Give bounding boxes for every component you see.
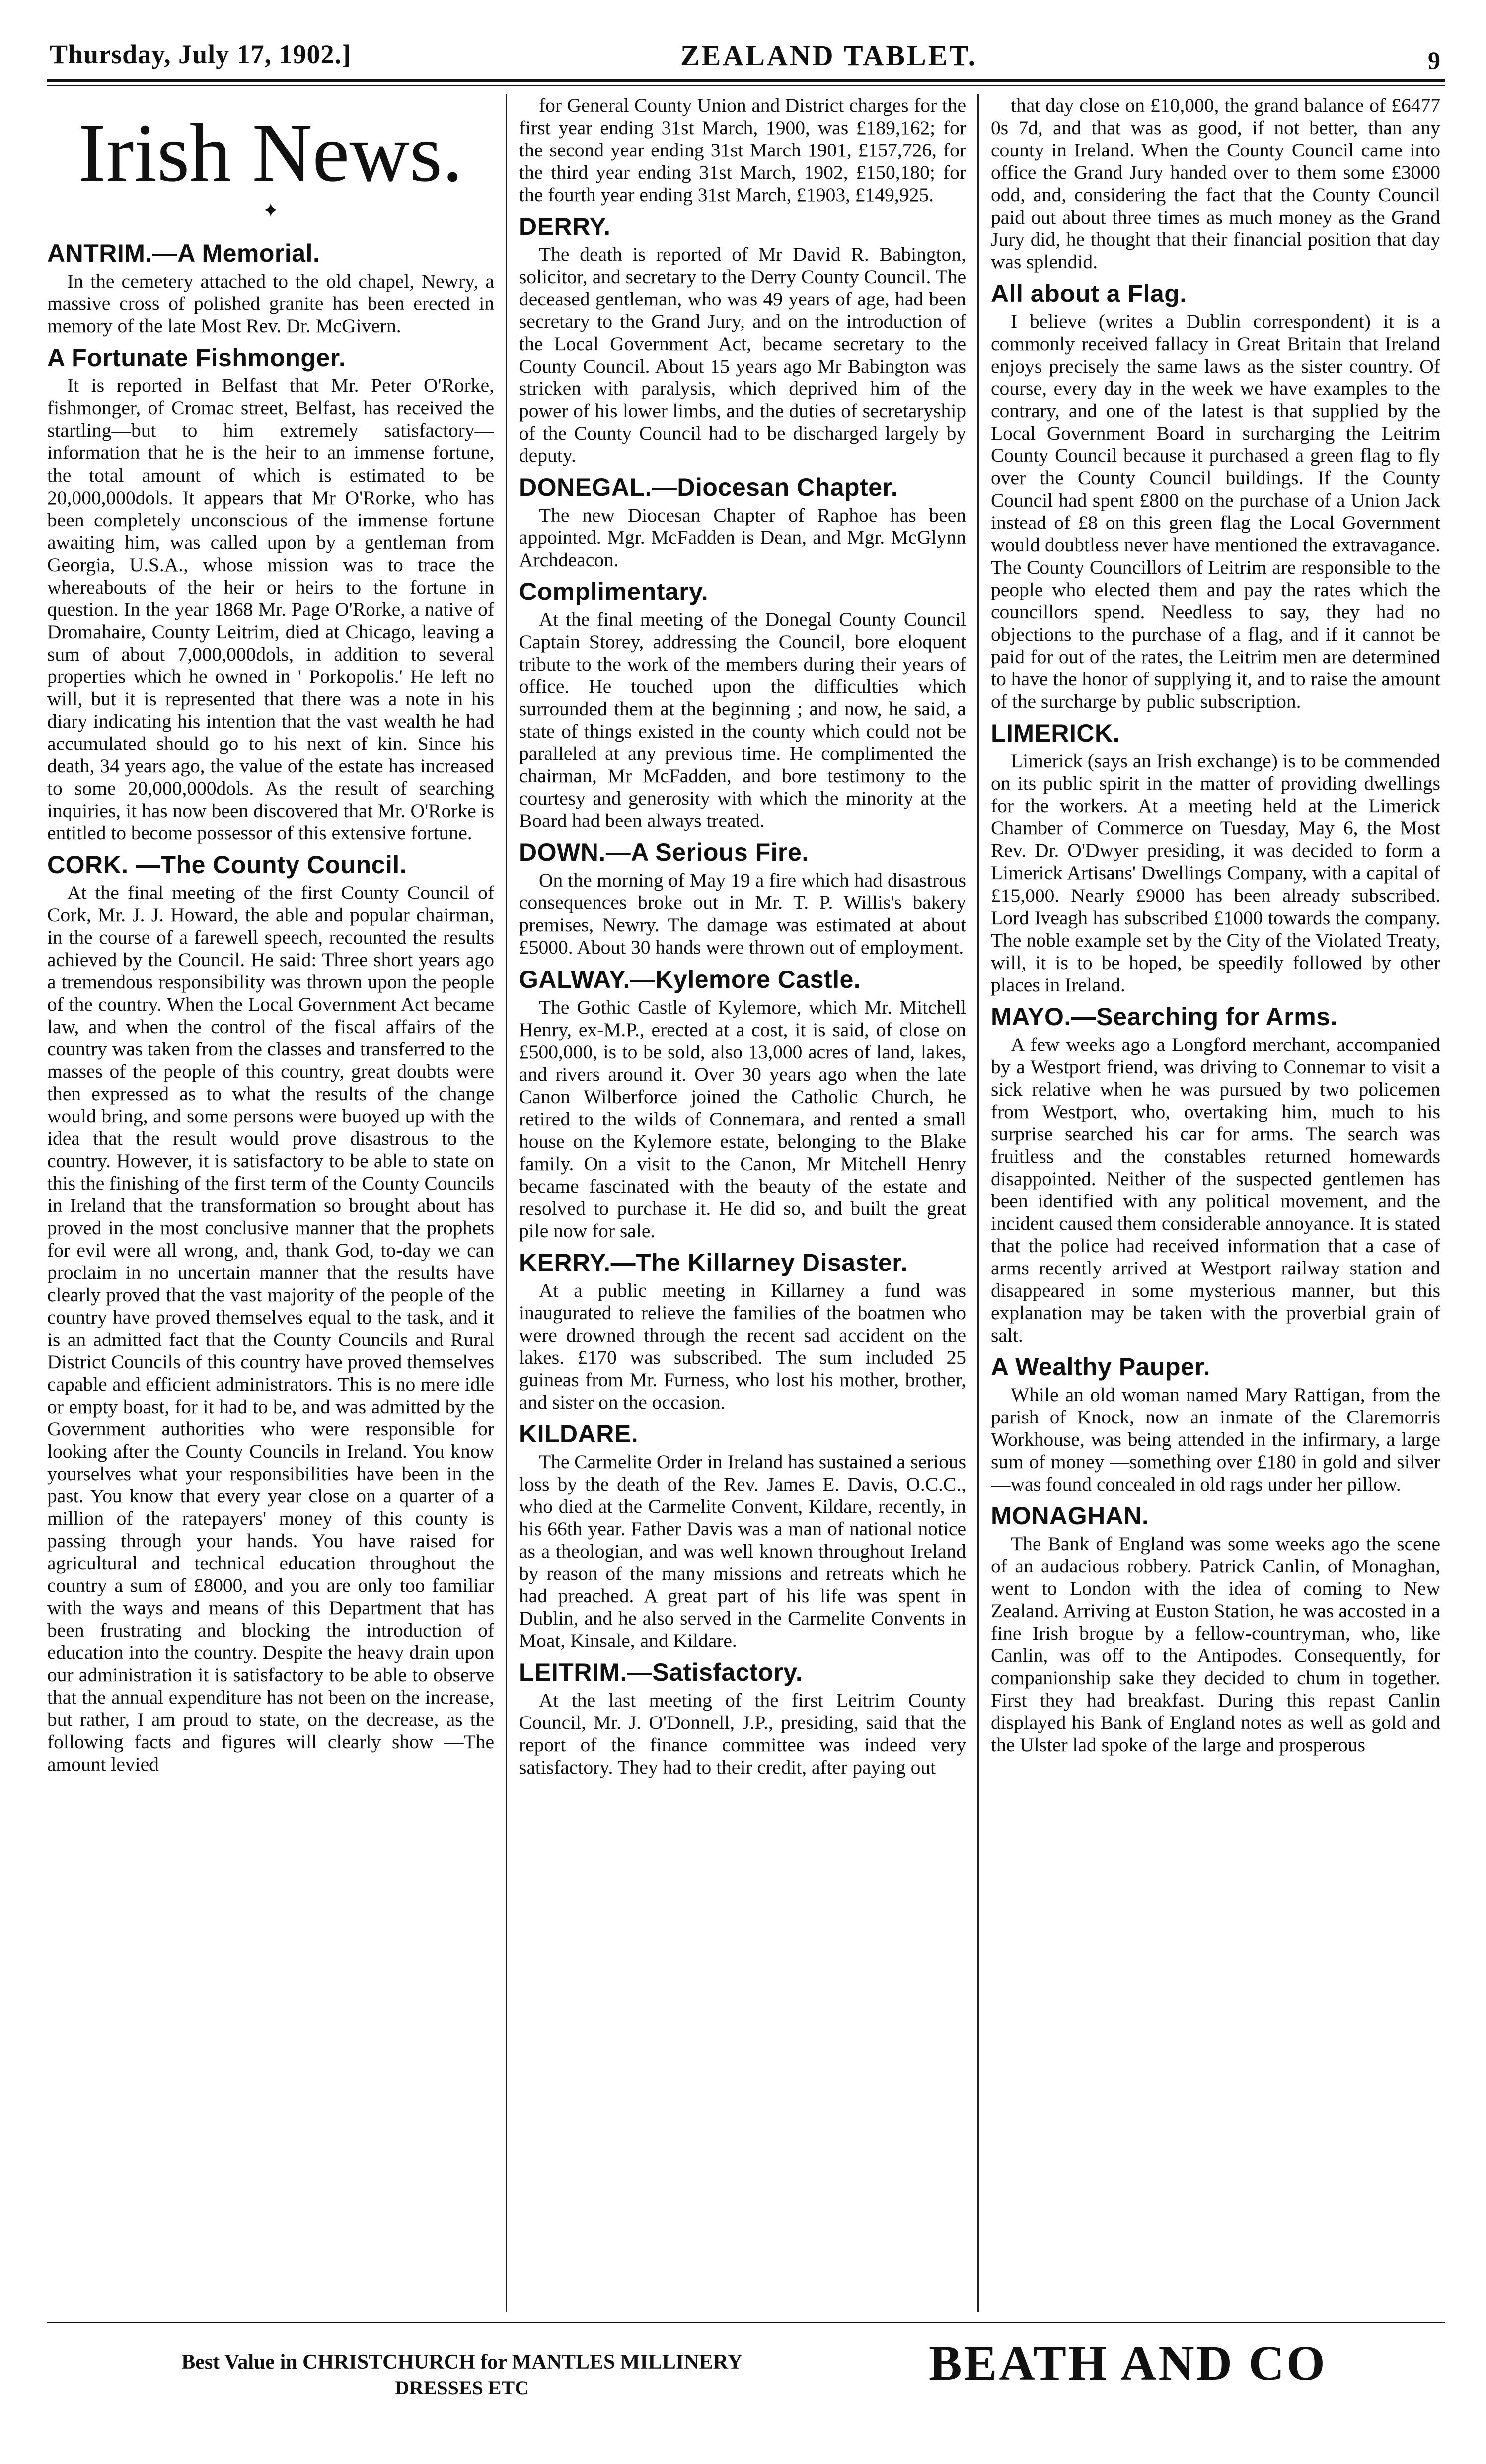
article-heading: DOWN.—A Serious Fire. bbox=[519, 838, 809, 867]
article-heading: LIMERICK. bbox=[991, 719, 1120, 747]
article-paragraph: I believe (writes a Dublin correspondent) it is a commonly received fallacy in Great Britain that Ireland enjoys precisely the same laws as the sister country. Of course, every day in the week we have examples to the contrary, and one of the latest is that supplied by the Local Government Board in surcharging the Leitrim County Council because it purchased a green flag to fly over the County Council buildings. If the County Council had spent £800 on the purchase of a Union Jack instead of £8 on this green flag the Local Government would doubtless never have mentioned the extravagance. The County Councillors of Leitrim are responsible to the people who elected them and pay the rates which the councillors spend. Needless to say, they had no objections to the purchase of a flag, and if it cannot be paid for out of the rates, the Leitrim men are determined to have the honor of supplying it, and to raise the amount of the surcharge by public subscription. bbox=[991, 310, 1440, 713]
column-1-body bbox=[47, 240, 494, 1776]
article-heading: KILDARE. bbox=[519, 1419, 639, 1448]
ornament-icon: ✦ bbox=[262, 199, 279, 222]
page-header bbox=[50, 35, 1440, 79]
article-paragraph: At a public meeting in Killarney a fund was inaugurated to relieve the families of the boatmen who were drowned through the recent sad accident on the lakes. £170 was subscribed. The sum included 25 guineas from Mr. Furness, who lost his mother, brother, and sister on the occasion. bbox=[519, 1279, 966, 1413]
article-paragraph: The death is reported of Mr David R. Babington, solicitor, and secretary to the Derry County Council. The deceased gentleman, who was 49 years of age, had been secretary to the Grand Jury, and on the introduction of the Local Government Act, became secretary to the County Council. About 15 years ago Mr Babington was stricken with paralysis, which deprived him of the power of his lower limbs, and the duties of secretaryship of the County Council had to be discharged largely by deputy. bbox=[519, 243, 966, 467]
article-heading: MONAGHAN. bbox=[991, 1501, 1149, 1530]
footer-brand: BEATH AND CO bbox=[929, 2335, 1327, 2390]
footer-rule bbox=[47, 2322, 1445, 2323]
article-heading: DONEGAL.—Diocesan Chapter. bbox=[519, 473, 898, 502]
page-number: 9 bbox=[1428, 46, 1440, 74]
article-heading: Complimentary. bbox=[519, 578, 709, 606]
article-paragraph: that day close on £10,000, the grand balance of £6477 0s 7d, and that was as good, if not better, than any county in Ireland. When the County Council came into office the Grand Jury handed over to them some £3000 odd, and, considering the fact that the County Council paid out about three times as much money as the Grand Jury did, he thought that their financial position that day was splendid. bbox=[991, 94, 1440, 273]
article-heading: A Fortunate Fishmonger. bbox=[47, 344, 346, 372]
article-heading: CORK. —The County Council. bbox=[47, 850, 407, 879]
column-divider bbox=[977, 94, 979, 2312]
article-paragraph: At the final meeting of the first County Council of Cork, Mr. J. J. Howard, the able and popular chairman, in the course of a farewell speech, recounted the results achieved by the Council. He said: Three short years ago a tremendous responsibility was thrown upon the people of the country. When the Local Government Act became law, and when the control of the fiscal affairs of the country was taken from the classes and transferred to the masses of the people of this country, great doubts were then expressed as to what the results of the change would bring, and some persons were buoyed up with the idea that the result would prove disastrous to the country. However, it is satisfactory to be able to state on this the finishing of the first term of the County Councils in Ireland that the transformation so brought about has proved in the most conclusive manner that the prophets for evil were all wrong, and, thank God, to-day we can proclaim in no uncertain manner that the results have clearly proved that the vast majority of the people of the country have proved themselves equal to the task, and it is an admitted fact that the County Councils and Rural District Councils of this country have proved themselves capable and efficient administrators. This is no mere idle or empty boast, for it had to be, and was admitted by the Government authorities who were responsible for looking after the County Councils in Ireland. You know yourselves what your responsibilities have been in the past. You know that every year close on a quarter of a million of the ratepayers' money of this county is passing through your hands. You have raised for agricultural and technical education throughout the country a sum of £8000, and you are only too familiar with the ways and means of this Department that has been frustrating and blocking the introduction of education into the country. Despite the heavy drain upon our administration it is satisfactory to be able to observe that the annual expenditure has not been on the increase, but rather, I am proud to state, on the decrease, as the following facts and figures will clearly show —The amount levied bbox=[47, 881, 494, 1776]
article-heading: GALWAY.—Kylemore Castle. bbox=[519, 965, 861, 993]
article-paragraph: The Carmelite Order in Ireland has sustained a serious loss by the death of the Rev. James E. Davis, O.C.C., who died at the Carmelite Convent, Kildare, recently, in his 66th year. Father Davis was a man of national notice as a theologian, and was well known throughout Ireland by reason of the many missions and retreats which he had preached. A great part of his life was spent in Dublin, and he also served in the Carmelite Convents in Moat, Kinsale, and Kildare. bbox=[519, 1450, 966, 1651]
article-heading: A Wealthy Pauper. bbox=[991, 1352, 1210, 1381]
header-date: Thursday, July 17, 1902.] bbox=[50, 39, 352, 69]
column-divider bbox=[506, 94, 507, 2312]
column-1 bbox=[47, 94, 494, 2315]
article-paragraph: At the final meeting of the Donegal County Council Captain Storey, addressing the Council, bore eloquent tribute to the work of the members during their years of office. He touched upon the difficulties which surrounded them at the beginning ; and now, he said, a state of things existed in the county which could not be paralleled at any previous time. He complimented the chairman, Mr McFadden, and bore testimony to the courtesy and generosity with which the minority at the Board had been always treated. bbox=[519, 608, 966, 832]
article-paragraph: At the last meeting of the first Leitrim County Council, Mr. J. O'Donnell, J.P., presiding, said that the report of the finance committee was indeed very satisfactory. They had to their credit, after paying out bbox=[519, 1689, 966, 1778]
article-paragraph: A few weeks ago a Longford merchant, accompanied by a Westport friend, was driving to Connemar to visit a sick relative when he was pursued by two policemen from Westport, who, overtaking him, much to his surprise searched his car for arms. The search was fruitless and the constables returned homewards disappointed. Neither of the suspected gentlemen has been identified with any political movement, and the incident caused them considerable annoyance. It is stated that the police had received information that a case of arms recently arrived at Westport railway station and disappeared in some mysterious manner, but this explanation may be taken with the proverbial grain of salt. bbox=[991, 1033, 1440, 1346]
column-3 bbox=[991, 94, 1440, 2315]
column-2-body bbox=[519, 94, 966, 1779]
article-paragraph: It is reported in Belfast that Mr. Peter O'Rorke, fishmonger, of Cromac street, Belfast, has received the startling—but to him extremely satisfactory—information that he is the heir to an immense fortune, the total amount of which is estimated to be 20,000,000dols. It appears that Mr O'Rorke, who has been completely unconscious of the immense fortune awaiting him, was called upon by a gentleman from Georgia, U.S.A., whose mission was to trace the whereabouts of the heir or heirs to the fortune in question. In the year 1868 Mr. Page O'Rorke, a native of Dromahaire, County Leitrim, died at Chicago, leaving a sum of about 7,000,000dols, in addition to several properties which he owned in ' Porkopolis.' He left no will, but it is represented that there was a note in his diary indicating his intention that the vast wealth he had accumulated should go to his next of kin. Since his death, 34 years ago, the value of the estate has increased to some 20,000,000dols. As the result of searching inquiries, it has now been discovered that Mr. O'Rorke is entitled to become possessor of this extensive fortune. bbox=[47, 374, 494, 844]
header-title: ZEALAND TABLET. bbox=[680, 39, 978, 72]
article-heading: KERRY.—The Killarney Disaster. bbox=[519, 1248, 908, 1276]
article-paragraph: The Bank of England was some weeks ago the scene of an audacious robbery. Patrick Canlin, of Monaghan, went to London with the idea of coming to New Zealand. Arriving at Euston Station, he was accosted in a fine Irish brogue by a fellow-countryman, who, like Canlin, was off to the Antipodes. Consequently, for companionship sake they decided to chum in together. First they had breakfast. During this repast Canlin displayed his Bank of England notes as well as gold and the Ulster lad spoke of the large and prosperous bbox=[991, 1532, 1440, 1756]
article-heading: ANTRIM.—A Memorial. bbox=[47, 239, 320, 268]
section-title: Irish News. bbox=[78, 107, 463, 199]
article-paragraph: The new Diocesan Chapter of Raphoe has been appointed. Mgr. McFadden is Dean, and Mgr. McGlynn Archdeacon. bbox=[519, 504, 966, 571]
article-heading: LEITRIM.—Satisfactory. bbox=[519, 1658, 803, 1686]
article-heading: MAYO.—Searching for Arms. bbox=[991, 1002, 1337, 1031]
header-rule bbox=[47, 79, 1445, 82]
ad-line-2: DRESSES ETC bbox=[394, 2376, 529, 2399]
column-2 bbox=[519, 94, 966, 2315]
article-paragraph: Limerick (says an Irish exchange) is to be commended on its public spirit in the matter of providing dwellings for the workers. At a meeting held at the Limerick Chamber of Commerce on Tuesday, May 6, the Most Rev. Dr. O'Dwyer presiding, it was decided to form a Limerick Artisans' Dwellings Company, with a capital of £15,000. Nearly £9000 has been already subscribed. Lord Iveagh has subscribed £1000 towards the company. The noble example set by the City of the Violated Treaty, will, it is to be hoped, be speedily followed by other places in Ireland. bbox=[991, 750, 1440, 996]
article-paragraph: On the morning of May 19 a fire which had disastrous consequences broke out in Mr. T. P. Willis's bakery premises, Newry. The damage was estimated at about £5000. About 30 hands were thrown out of employment. bbox=[519, 869, 966, 959]
article-heading: DERRY. bbox=[519, 213, 611, 241]
footer-advertisement bbox=[139, 2349, 785, 2400]
article-heading: All about a Flag. bbox=[991, 280, 1187, 308]
ad-line-1: Best Value in CHRISTCHURCH for MANTLES MILLINERY bbox=[181, 2351, 743, 2374]
header-rule-thin bbox=[47, 85, 1445, 86]
article-paragraph: In the cemetery attached to the old chapel, Newry, a massive cross of polished granite has been erected in memory of the late Most Rev. Dr. McGivern. bbox=[47, 270, 494, 337]
article-paragraph: The Gothic Castle of Kylemore, which Mr. Mitchell Henry, ex-M.P., erected at a cost, it is said, of close on £500,000, is to be sold, also 13,000 acres of land, lakes, and rivers around it. Over 30 years ago when the late Canon Wilberforce joined the Catholic Church, he retired to the wilds of Connemara, and rented a small house on the Kylemore estate, belonging to the Blake family. On a visit to the Canon, Mr Mitchell Henry became fascinated with the beauty of the estate and resolved to purchase it. He did so, and built the great pile now for sale. bbox=[519, 996, 966, 1242]
article-paragraph: for General County Union and District charges for the first year ending 31st March, 1900, was £189,162; for the second year ending 31st March 1901, £157,726, for the third year ending 31st March, 1902, £150,180; for the fourth year ending 31st March, £1903, £149,925. bbox=[519, 94, 966, 206]
column-3-body bbox=[991, 94, 1440, 1756]
article-paragraph: While an old woman named Mary Rattigan, from the parish of Knock, now an inmate of the Claremorris Workhouse, was being attended in the infirmary, a large sum of money —something over £180 in gold and silver—was found concealed in old rags under her pillow. bbox=[991, 1383, 1440, 1495]
